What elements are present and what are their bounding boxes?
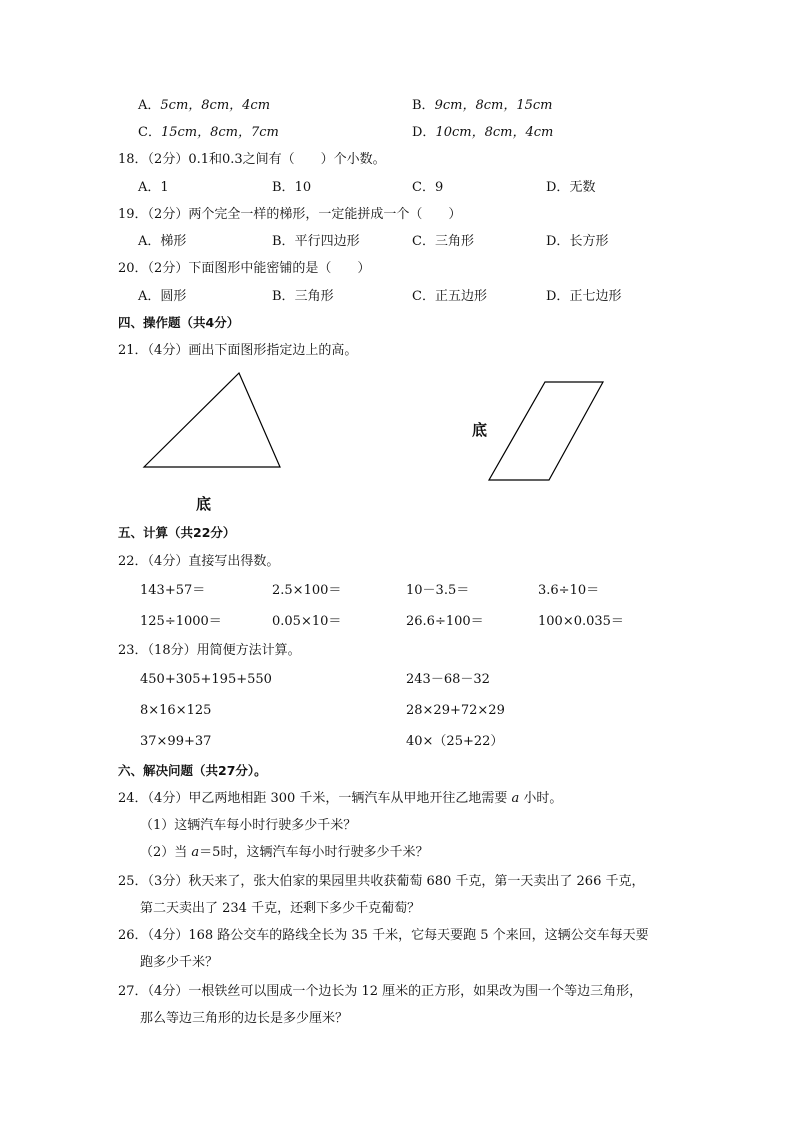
calc-item: 37×99+37 (140, 734, 212, 749)
calc-item: 28×29+72×29 (406, 703, 505, 718)
option-text: 10cm，8cm，4cm (435, 125, 554, 140)
option-label: B． (272, 234, 295, 249)
option-text: 9cm，8cm，15cm (434, 98, 553, 113)
calc-item: 10－3.5＝ (406, 583, 470, 598)
option-text: 三角形 (434, 234, 474, 249)
calc-item: 26.6÷100＝ (406, 614, 484, 629)
calc-item: 243－68－32 (406, 672, 490, 687)
question-26: 26．（4分）168 路公交车的路线全长为 35 千米，它每天要跑 5 个来回，这辆公交车每天要 (118, 928, 649, 943)
option-text: 5cm，8cm，4cm (160, 98, 271, 113)
option-text: 10 (294, 180, 312, 195)
question-23: 23．（18分）用简便方法计算。 (118, 643, 301, 658)
question-text: ＝5时，这辆汽车每小时行驶多少千米？ (199, 845, 429, 860)
figures (0, 0, 794, 520)
question-text: 小时。 (519, 791, 563, 806)
calc-item: 450+305+195+550 (140, 672, 272, 687)
calc-item: 8×16×125 (140, 703, 212, 718)
parallelogram-base-label: 底 (472, 421, 488, 439)
question-27: 27．（4分）一根铁丝可以围成一个边长为 12 厘米的正方形，如果改为围一个等边三角形， (118, 984, 643, 999)
option-label: B． (272, 289, 295, 304)
calc-item: 125÷1000＝ (140, 614, 222, 629)
question-19: 19．（2分）两个完全一样的梯形，一定能拼成一个（ ） (118, 207, 462, 222)
question-text: 24．（4分）甲乙两地相距 300 千米，一辆汽车从甲地开往乙地需要 (118, 791, 512, 806)
parallelogram-figure (489, 382, 603, 480)
question-26-cont: 跑多少千米？ (140, 955, 219, 970)
calc-item: 100×0.035＝ (538, 614, 624, 629)
sub-question (140, 846, 428, 859)
question-18: 18．（2分）0.1和0.3之间有（ ）个小数。 (118, 152, 386, 167)
option-label: B． (272, 180, 295, 195)
option-text: 梯形 (160, 234, 187, 249)
option-label: A． (138, 234, 161, 249)
question-20: 20．（2分）下面图形中能密铺的是（ ） (118, 261, 371, 276)
option-label: A． (138, 180, 161, 195)
option-text: 平行四边形 (294, 234, 360, 249)
question-27-cont: 那么等边三角形的边长是多少厘米？ (140, 1011, 349, 1026)
option-label: C． (412, 234, 435, 249)
option-text: 15cm，8cm，7cm (160, 125, 279, 140)
variable: a (511, 791, 520, 806)
option-label: D． (546, 234, 570, 249)
calc-item: 3.6÷10＝ (538, 583, 600, 598)
option-label: A． (138, 289, 161, 304)
question-24 (118, 792, 562, 805)
calc-item: 0.05×10＝ (272, 614, 342, 629)
option-label: C． (412, 180, 435, 195)
option-label: D． (546, 180, 570, 195)
triangle-figure (144, 373, 280, 467)
sub-question: （1）这辆汽车每小时行驶多少千米？ (140, 818, 357, 833)
option-text: 正五边形 (434, 289, 487, 304)
option-label: A． (138, 98, 161, 113)
question-22: 22．（4分）直接写出得数。 (118, 554, 280, 569)
option-text: 圆形 (160, 289, 187, 304)
option-label: C． (412, 289, 435, 304)
option-text: 长方形 (569, 234, 609, 249)
calc-item: 143+57＝ (140, 583, 206, 598)
question-25-cont: 第二天卖出了 234 千克，还剩下多少千克葡萄？ (140, 901, 421, 916)
option-text: 三角形 (294, 289, 334, 304)
question-text: （2）当 (140, 845, 192, 860)
option-label: D． (546, 289, 570, 304)
option-label: B． (412, 98, 435, 113)
option-label: D． (412, 125, 436, 140)
question-25: 25．（3分）秋天来了，张大伯家的果园里共收获葡萄 680 千克，第一天卖出了 266 千克， (118, 874, 645, 889)
variable: a (191, 845, 200, 860)
calc-item: 2.5×100＝ (272, 583, 342, 598)
section-heading: 五、计算（共22分） (118, 525, 236, 540)
option-text: 正七边形 (569, 289, 622, 304)
option-text: 无数 (569, 180, 596, 195)
section-heading: 四、操作题（共4分） (118, 315, 240, 330)
option-text: 9 (434, 180, 444, 195)
question-21: 21．（4分）画出下面图形指定边上的高。 (118, 343, 358, 358)
calc-item: 40×（25+22） (406, 734, 504, 749)
section-heading: 六、解决问题（共27分）。 (118, 763, 267, 778)
triangle-base-label: 底 (196, 495, 212, 513)
option-label: C． (138, 125, 161, 140)
option-text: 1 (160, 180, 169, 195)
